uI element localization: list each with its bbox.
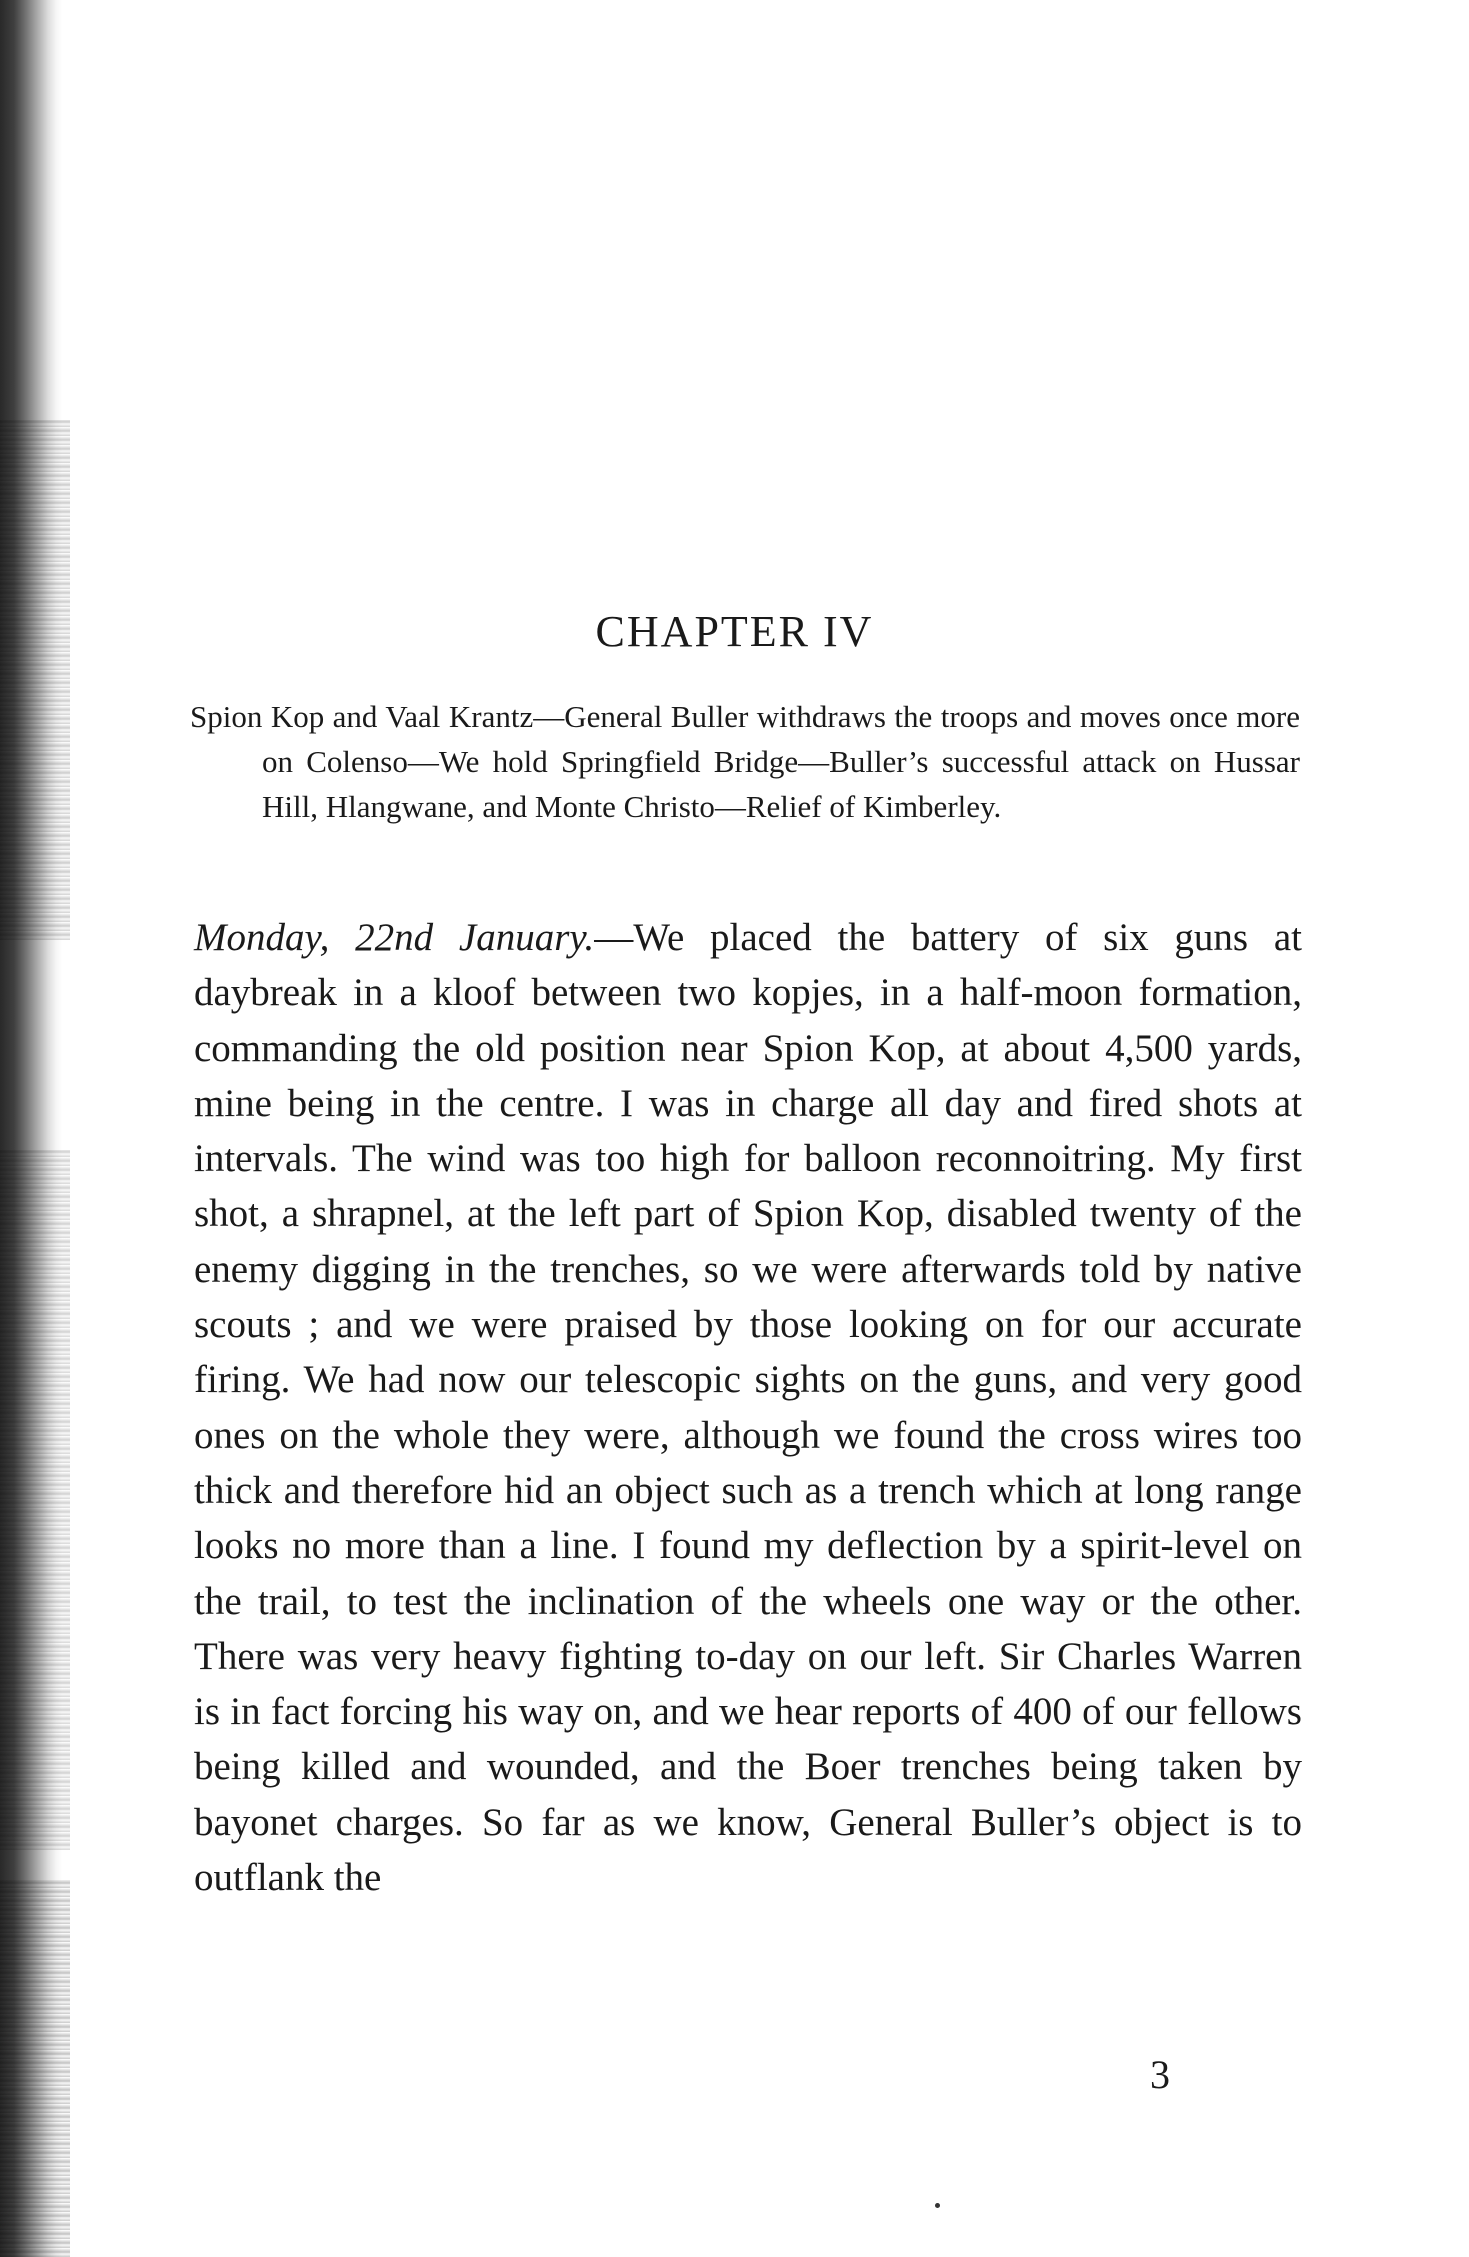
scan-speckle (0, 1150, 70, 1850)
entry-date: Monday, 22nd January. (194, 916, 595, 959)
page-number: 3 (1150, 2052, 1170, 2097)
scan-speckle (0, 1880, 70, 2257)
scan-mark (935, 2203, 940, 2208)
chapter-title: CHAPTER IV (595, 607, 874, 656)
entry-text: —We placed the battery of six guns at daybreak in a kloof between two kopjes, in a half-moon formation, commanding the old position near Spion Kop, at about 4,500 yards, mine being in the centre. I was in charge all day and fired shots at intervals. The wind was too high for balloon reconnoitring. My first shot, a shrapnel, at the left part of Spion Kop, disabled twenty of the enemy digging in the trenches, so we were afterwards told by native scouts ; and we were praised by those looking on for our accurate firing. We had now our telescopic sights on the guns, and very good ones on the whole they were, although we found the cross wires too thick and therefore hid an object such as a trench which at long range looks no more than a line. I found my deflection by a spirit-level on the trail, to test the inclination of the wheels one way or the other. There was very heavy fighting to-day on our left. Sir Charles Warren is in fact forcing his way on, and we hear reports of 400 of our fellows being killed and wounded, and the Boer trenches being taken by bayonet charges. So far as we know, General Buller’s object is to outflank the (194, 916, 1302, 1900)
chapter-summary: Spion Kop and Vaal Krantz—General Buller withdraws the troops and moves once more on Colenso—We hold Springfield Bridge—Buller’s successful attack on Hussar Hill, Hlangwane, and Monte Christo—Relief of Kimberley. (190, 699, 1300, 824)
body-paragraph (194, 910, 1302, 1905)
scan-speckle (0, 420, 70, 940)
